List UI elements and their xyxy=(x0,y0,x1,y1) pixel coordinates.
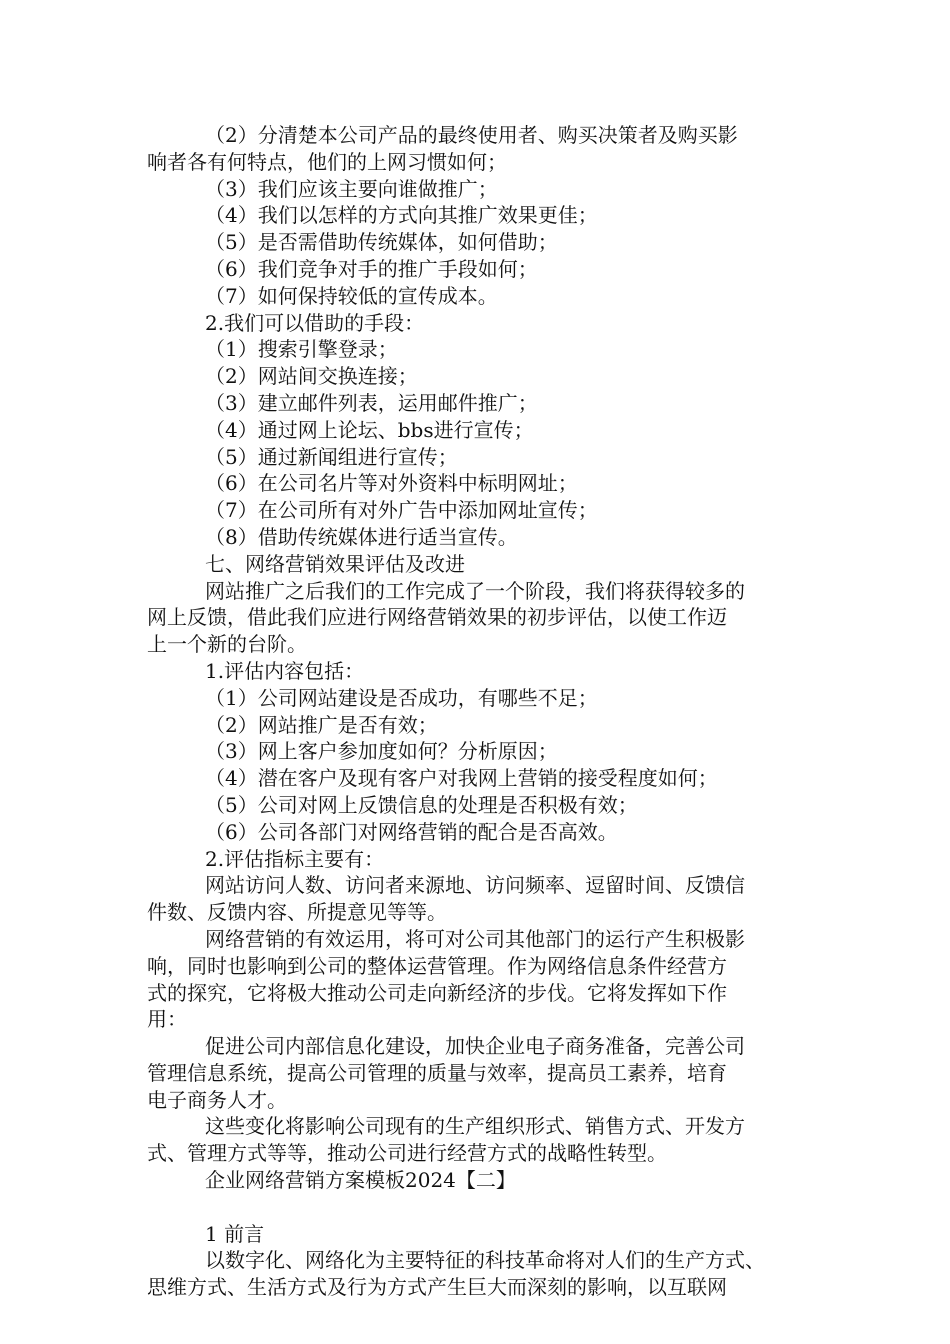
text-line: 1 前言 xyxy=(205,1221,265,1246)
text-line: 响者各有何特点，他们的上网习惯如何； xyxy=(147,149,507,174)
text-line: （2）网站间交换连接； xyxy=(205,364,418,389)
text-line: （8）借助传统媒体进行适当宣传。 xyxy=(205,524,518,549)
text-line: 促进公司内部信息化建设，加快企业电子商务准备，完善公司 xyxy=(205,1034,745,1059)
text-line: 管理信息系统，提高公司管理的质量与效率，提高员工素养，培育 xyxy=(147,1060,727,1085)
text-line: （7）如何保持较低的宣传成本。 xyxy=(205,283,498,308)
text-line: （6）公司各部门对网络营销的配合是否高效。 xyxy=(205,819,618,844)
text-line: 件数、反馈内容、所提意见等等。 xyxy=(147,900,447,925)
text-line: 电子商务人才。 xyxy=(147,1087,287,1112)
text-line: （2）分清楚本公司产品的最终使用者、购买决策者及购买影 xyxy=(205,123,738,147)
text-line: 网络营销的有效运用，将可对公司其他部门的运行产生积极影 xyxy=(205,926,745,951)
text-line: 网站访问人数、访问者来源地、访问频率、逗留时间、反馈信 xyxy=(205,873,745,898)
text-line: （3）网上客户参加度如何？分析原因； xyxy=(205,739,558,764)
text-line: （4）我们以怎样的方式向其推广效果更佳； xyxy=(205,203,598,228)
text-line: （1）搜索引擎登录； xyxy=(205,337,398,362)
text-line: 这些变化将影响公司现有的生产组织形式、销售方式、开发方 xyxy=(205,1114,745,1139)
text-line: （5）公司对网上反馈信息的处理是否积极有效； xyxy=(205,792,638,817)
text-line: （4）潜在客户及现有客户对我网上营销的接受程度如何； xyxy=(205,766,718,791)
text-line: （7）在公司所有对外广告中添加网址宣传； xyxy=(205,498,598,523)
text-line: （5）是否需借助传统媒体，如何借助； xyxy=(205,230,558,255)
text-line: （1）公司网站建设是否成功，有哪些不足； xyxy=(205,685,598,710)
text-line: （6）在公司名片等对外资料中标明网址； xyxy=(205,471,578,496)
text-line: （3）建立邮件列表，运用邮件推广； xyxy=(205,390,538,415)
text-line: 响，同时也影响到公司的整体运营管理。作为网络信息条件经营方 xyxy=(147,953,727,978)
text-line: （4）通过网上论坛、bbs进行宣传； xyxy=(205,417,534,442)
text-line: 网站推广之后我们的工作完成了一个阶段，我们将获得较多的 xyxy=(205,578,745,603)
text-line: （2）网站推广是否有效； xyxy=(205,712,438,737)
text-line: 企业网络营销方案模板2024【二】 xyxy=(205,1168,516,1193)
text-line: 网上反馈，借此我们应进行网络营销效果的初步评估，以使工作迈 xyxy=(147,605,727,630)
text-line: （3）我们应该主要向谁做推广； xyxy=(205,176,498,201)
text-line: 用： xyxy=(147,1007,187,1032)
text-line: 思维方式、生活方式及行为方式产生巨大而深刻的影响，以互联网 xyxy=(147,1275,727,1300)
text-line: （5）通过新闻组进行宣传； xyxy=(205,444,458,469)
text-line: 上一个新的台阶。 xyxy=(147,632,307,657)
text-line xyxy=(147,1194,822,1221)
text-line: 式的探究，它将极大推动公司走向新经济的步伐。它将发挥如下作 xyxy=(147,980,727,1005)
text-line: 1.评估内容包括： xyxy=(205,658,365,683)
text-line: 2.评估指标主要有： xyxy=(205,846,385,871)
text-line: 以数字化、网络化为主要特征的科技革命将对人们的生产方式、 xyxy=(205,1248,765,1273)
text-line: 七、网络营销效果评估及改进 xyxy=(205,551,465,576)
text-line: 式、管理方式等等，推动公司进行经营方式的战略性转型。 xyxy=(147,1141,667,1166)
document-body xyxy=(147,122,822,1301)
text-line: （6）我们竞争对手的推广手段如何； xyxy=(205,256,538,281)
text-line: 2.我们可以借助的手段： xyxy=(205,310,425,335)
